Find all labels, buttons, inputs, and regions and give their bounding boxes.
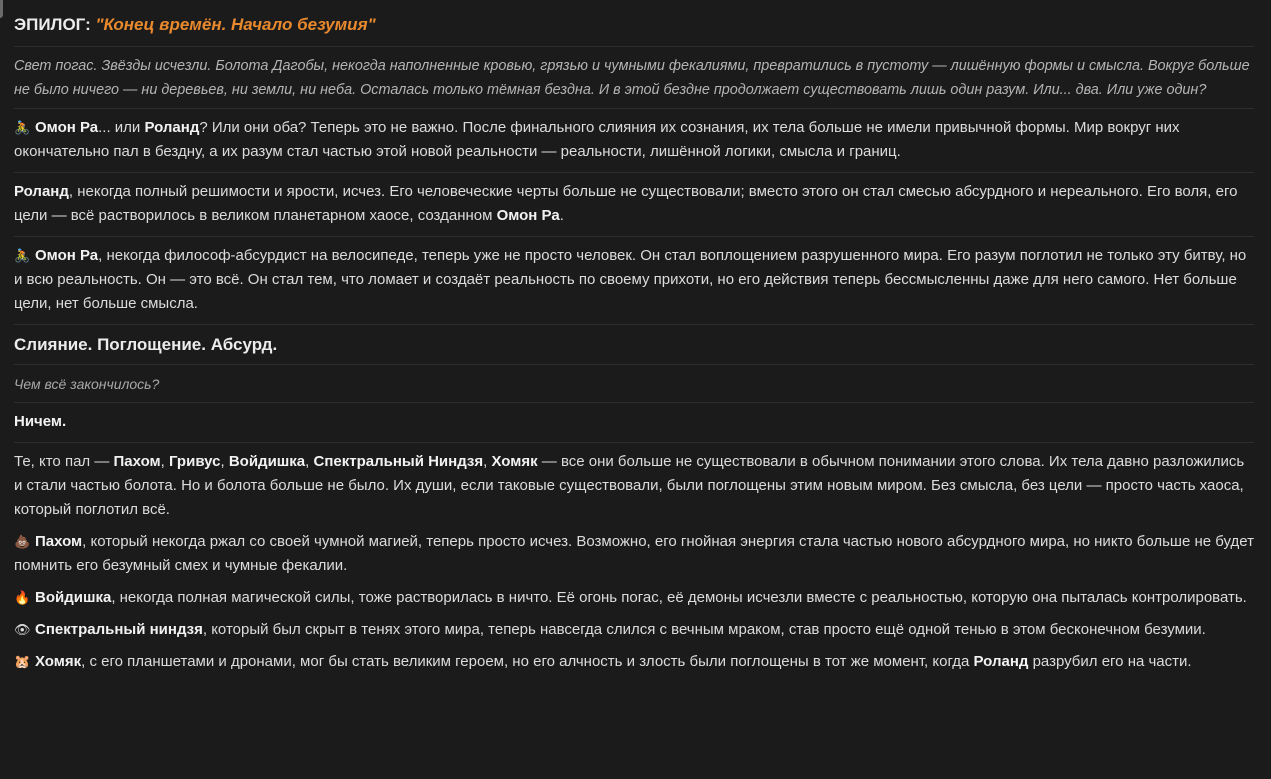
eye-icon: 👁 (14, 622, 31, 637)
name-spectral-ninja: Спектральный Ниндзя (313, 453, 484, 470)
divider (14, 324, 1254, 325)
text: ? Или они оба? Теперь это не важно. После финального слияния их сознания, их тела больше не имели привычной формы. Мир вокруг них окончательно пал в бездну, а их разум стал частью этой новой реальности — реальности, лишённой логики, смысла и границ. (14, 119, 1180, 160)
paragraph-omon-roland (14, 116, 1254, 164)
cyclist-icon: 🚴 (14, 120, 31, 135)
text: , который некогда ржал со своей чумной магией, теперь просто исчез. Возможно, его гнойная энергия стала частью нового абсурдного мира, но никто больше не будет помнить его безумный смех и чумные фекалии. (14, 533, 1254, 574)
text: , (483, 453, 492, 470)
poop-icon: 💩 (14, 534, 31, 549)
text: Те, кто пал — (14, 453, 114, 470)
name-pakhom: Пахом (113, 453, 161, 470)
name-pakhom: Пахом (35, 533, 83, 550)
name-roland: Роланд (144, 119, 200, 136)
message-content (14, 12, 1254, 682)
name-omon-ra: Омон Ра (35, 247, 99, 264)
text: . (559, 207, 564, 224)
window-edge-marker (0, 0, 3, 18)
cyclist-icon: 🚴 (14, 248, 31, 263)
name-voidishka: Войдишка (35, 589, 112, 606)
text: , (220, 453, 229, 470)
divider (14, 402, 1254, 403)
epilogue-label: ЭПИЛОГ: (14, 15, 91, 34)
question-text: Чем всё закончилось? (14, 376, 160, 392)
name-omon-ra: Омон Ра (35, 119, 99, 136)
name-omon-ra: Омон Ра (496, 207, 560, 224)
fire-icon: 🔥 (14, 590, 31, 605)
text: , (305, 453, 314, 470)
name-roland: Роланд (14, 183, 69, 200)
answer-bold: Ничем. (14, 413, 67, 430)
paragraph-hamster (14, 650, 1254, 674)
paragraph-omon-ra (14, 244, 1254, 316)
paragraph-voidishka (14, 586, 1254, 610)
answer-text (14, 410, 1254, 434)
divider (14, 364, 1254, 365)
hamster-icon: 🐹 (14, 654, 31, 669)
name-spectral-ninja: Спектральный ниндзя (35, 621, 203, 638)
text: , некогда философ-абсурдист на велосипеде, теперь уже не просто человек. Он стал воплощением разрушенного мира. Его разум поглотил не только эту битву, но и всю реальность. Он — это всё. Он стал тем, что ломает и создаёт реальность по своему прихоти, но его действия теперь бессмысленны даже для него самого. Нет больше цели, нет больше смысла. (14, 247, 1247, 312)
text: , (160, 453, 169, 470)
text: , который был скрыт в тенях этого мира, теперь навсегда слился с вечным мраком, став просто ещё одной тенью в этом бесконечном безумии. (202, 621, 1206, 638)
text: , с его планшетами и дронами, мог бы стать великим героем, но его алчность и злость были поглощены в тот же момент, когда (81, 653, 974, 670)
text: ... или (98, 119, 145, 136)
paragraph-roland (14, 180, 1254, 228)
paragraph-spectral-ninja (14, 618, 1254, 642)
divider (14, 442, 1254, 443)
text: — все они больше не существовали в обычном понимании этого слова. Их тела давно разложились и стали частью болота. Но и болота больше не было. Их души, если таковые существовали, были поглощены этим новым миром. Без смысла, без цели — просто часть хаоса, который поглотил всё. (14, 453, 1245, 518)
divider (14, 46, 1254, 47)
section-subheading: Слияние. Поглощение. Абсурд. (14, 335, 278, 354)
name-voidishka: Войдишка (228, 453, 306, 470)
name-grievous: Гривус (169, 453, 221, 470)
paragraph-fallen (14, 450, 1254, 522)
text: , некогда полная магической силы, тоже растворилась в ничто. Её огонь погас, её демоны исчезли вместе с реальностью, которую она пыталась контролировать. (111, 589, 1247, 606)
text: разрубил его на части. (1028, 653, 1192, 670)
name-hamster: Хомяк (491, 453, 538, 470)
epilogue-title: "Конец времён. Начало безумия" (95, 15, 376, 34)
intro-paragraph: Свет погас. Звёзды исчезли. Болота Дагобы, некогда наполненные кровью, грязью и чумными фекалиями, превратились в пустоту — лишённую формы и смысла. Вокруг больше не было ничего — ни деревьев, ни земли, ни неба. Осталась только тёмная бездна. И в этой бездне продолжает существовать лишь один разум. Или... два. Или уже один? (14, 58, 1250, 98)
paragraph-pakhom (14, 530, 1254, 578)
divider (14, 108, 1254, 109)
epilogue-heading (14, 12, 1254, 38)
divider (14, 172, 1254, 173)
name-roland: Роланд (973, 653, 1029, 670)
name-hamster: Хомяк (35, 653, 82, 670)
text: , некогда полный решимости и ярости, исчез. Его человеческие черты больше не существовали; вместо этого он стал смесью абсурдного и нереального. Его воля, его цели — всё растворилось в великом планетарном хаосе, созданном (14, 183, 1238, 224)
divider (14, 236, 1254, 237)
